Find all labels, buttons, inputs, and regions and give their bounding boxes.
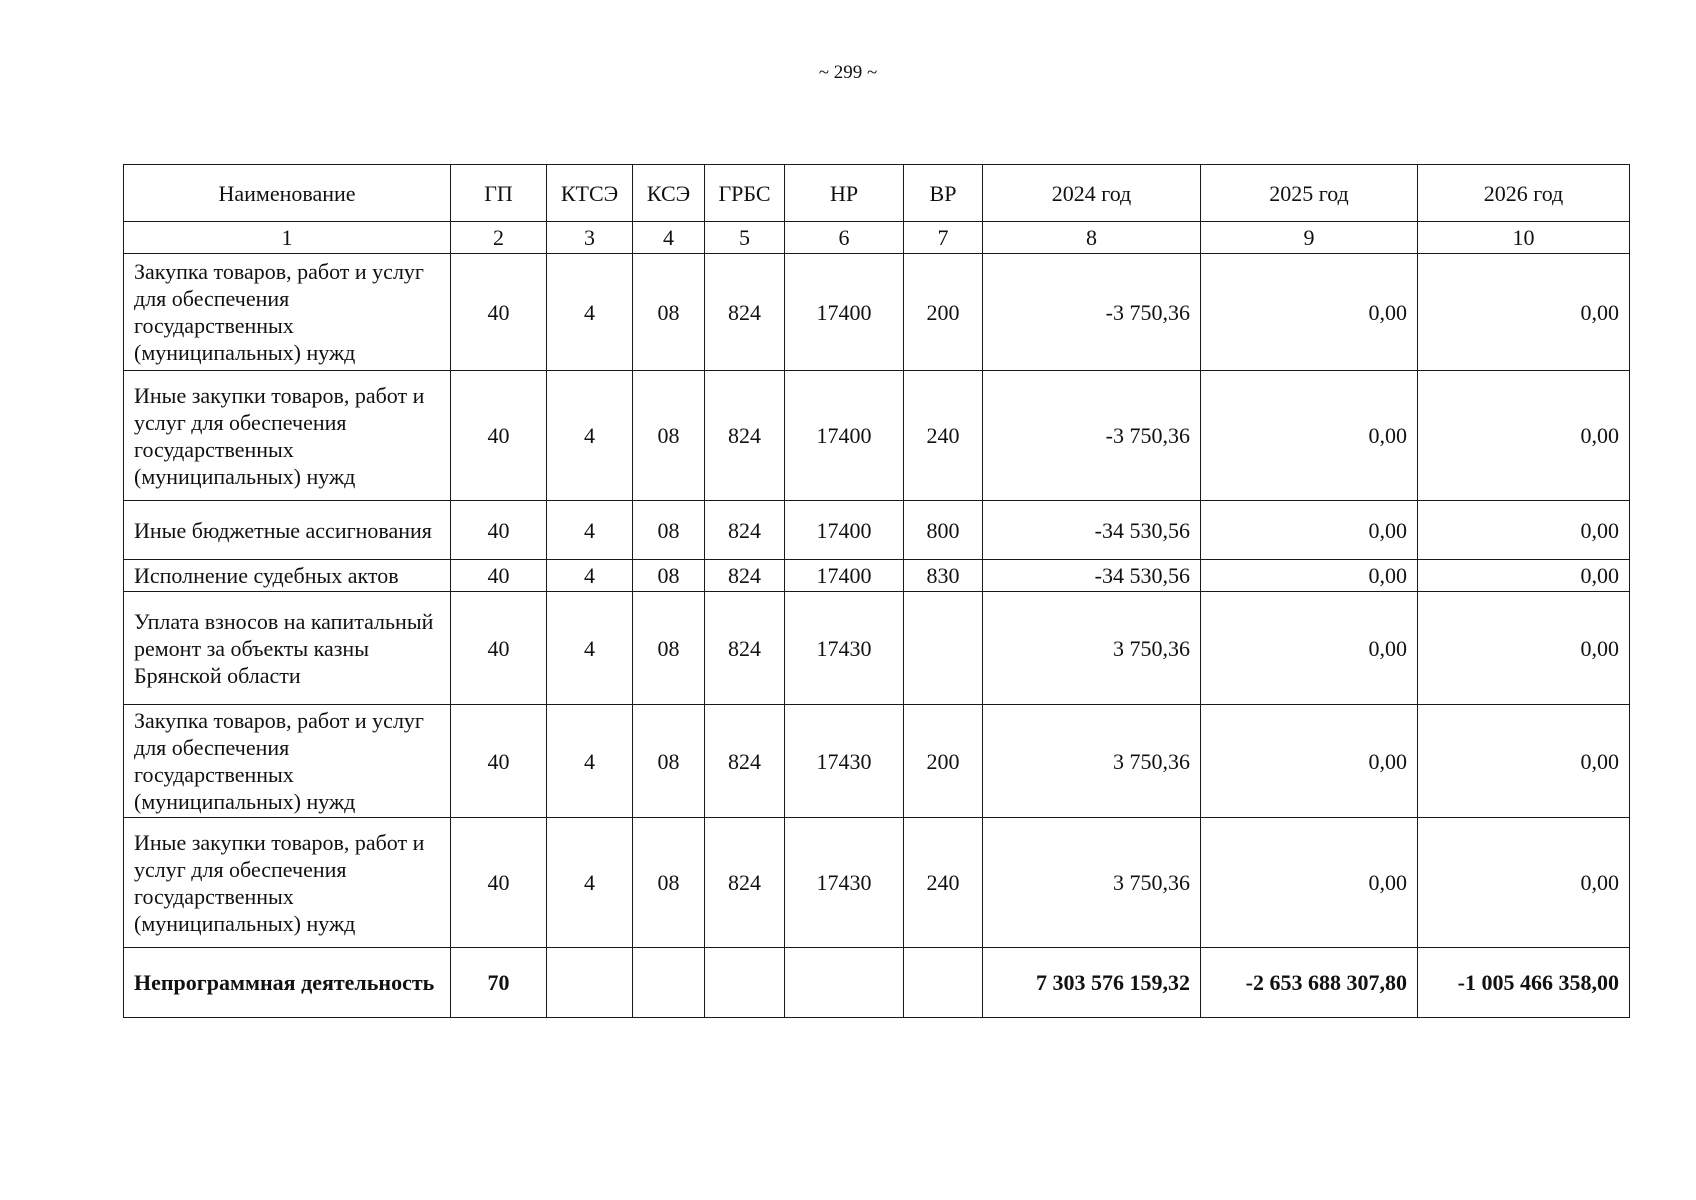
header-name: Наименование bbox=[124, 165, 451, 222]
table-row bbox=[124, 371, 1630, 501]
table-row-total bbox=[124, 948, 1630, 1018]
cell-2026: 0,00 bbox=[1418, 818, 1630, 948]
cell-ktse: 4 bbox=[547, 371, 633, 501]
cell-gp: 40 bbox=[451, 592, 547, 705]
cell-grbs bbox=[705, 948, 785, 1018]
cell-kse: 08 bbox=[633, 818, 705, 948]
row-name: Закупка товаров, работ и услуг для обеспечения государственных (муниципальных) нужд bbox=[124, 705, 451, 818]
row-name: Иные закупки товаров, работ и услуг для обеспечения государственных (муниципальных) нужд bbox=[124, 818, 451, 948]
column-number: 9 bbox=[1201, 222, 1418, 254]
cell-nr: 17430 bbox=[785, 818, 904, 948]
table-row bbox=[124, 560, 1630, 592]
column-number: 5 bbox=[705, 222, 785, 254]
cell-kse: 08 bbox=[633, 705, 705, 818]
cell-2024: 3 750,36 bbox=[983, 705, 1201, 818]
cell-2024: -3 750,36 bbox=[983, 371, 1201, 501]
header-2025: 2025 год bbox=[1201, 165, 1418, 222]
cell-2025: 0,00 bbox=[1201, 560, 1418, 592]
header-ktse: КТСЭ bbox=[547, 165, 633, 222]
cell-kse: 08 bbox=[633, 501, 705, 560]
cell-kse: 08 bbox=[633, 560, 705, 592]
cell-2024: -3 750,36 bbox=[983, 254, 1201, 371]
header-vr: ВР bbox=[904, 165, 983, 222]
cell-kse: 08 bbox=[633, 254, 705, 371]
cell-2025: 0,00 bbox=[1201, 501, 1418, 560]
cell-vr: 200 bbox=[904, 705, 983, 818]
cell-nr: 17430 bbox=[785, 705, 904, 818]
cell-2025: -2 653 688 307,80 bbox=[1201, 948, 1418, 1018]
table-row bbox=[124, 254, 1630, 371]
cell-vr: 830 bbox=[904, 560, 983, 592]
cell-2026: -1 005 466 358,00 bbox=[1418, 948, 1630, 1018]
table-row bbox=[124, 592, 1630, 705]
cell-vr: 240 bbox=[904, 818, 983, 948]
cell-kse bbox=[633, 948, 705, 1018]
column-number: 8 bbox=[983, 222, 1201, 254]
header-nr: НР bbox=[785, 165, 904, 222]
cell-gp: 70 bbox=[451, 948, 547, 1018]
cell-nr: 17400 bbox=[785, 371, 904, 501]
cell-grbs: 824 bbox=[705, 254, 785, 371]
page-number: ~ 299 ~ bbox=[818, 62, 878, 83]
cell-grbs: 824 bbox=[705, 560, 785, 592]
cell-ktse: 4 bbox=[547, 560, 633, 592]
cell-nr: 17400 bbox=[785, 254, 904, 371]
cell-grbs: 824 bbox=[705, 371, 785, 501]
header-grbs: ГРБС bbox=[705, 165, 785, 222]
row-name: Непрограммная деятельность bbox=[124, 948, 451, 1018]
header-2024: 2024 год bbox=[983, 165, 1201, 222]
cell-nr: 17400 bbox=[785, 560, 904, 592]
header-row bbox=[124, 165, 1630, 222]
cell-ktse: 4 bbox=[547, 254, 633, 371]
cell-2024: 3 750,36 bbox=[983, 818, 1201, 948]
row-name: Закупка товаров, работ и услуг для обеспечения государственных (муниципальных) нужд bbox=[124, 254, 451, 371]
table-row bbox=[124, 705, 1630, 818]
column-number: 1 bbox=[124, 222, 451, 254]
cell-2025: 0,00 bbox=[1201, 371, 1418, 501]
cell-vr: 240 bbox=[904, 371, 983, 501]
header-2026: 2026 год bbox=[1418, 165, 1630, 222]
column-number: 2 bbox=[451, 222, 547, 254]
cell-grbs: 824 bbox=[705, 705, 785, 818]
cell-gp: 40 bbox=[451, 705, 547, 818]
cell-2026: 0,00 bbox=[1418, 592, 1630, 705]
cell-grbs: 824 bbox=[705, 501, 785, 560]
cell-vr bbox=[904, 948, 983, 1018]
cell-ktse: 4 bbox=[547, 818, 633, 948]
cell-vr bbox=[904, 592, 983, 705]
table-row bbox=[124, 501, 1630, 560]
cell-gp: 40 bbox=[451, 371, 547, 501]
column-number: 7 bbox=[904, 222, 983, 254]
cell-gp: 40 bbox=[451, 501, 547, 560]
column-number-row bbox=[124, 222, 1630, 254]
column-number: 10 bbox=[1418, 222, 1630, 254]
row-name: Иные закупки товаров, работ и услуг для обеспечения государственных (муниципальных) нужд bbox=[124, 371, 451, 501]
cell-kse: 08 bbox=[633, 592, 705, 705]
column-number: 4 bbox=[633, 222, 705, 254]
cell-gp: 40 bbox=[451, 560, 547, 592]
cell-2026: 0,00 bbox=[1418, 705, 1630, 818]
cell-2024: 3 750,36 bbox=[983, 592, 1201, 705]
cell-vr: 800 bbox=[904, 501, 983, 560]
cell-2025: 0,00 bbox=[1201, 592, 1418, 705]
cell-2026: 0,00 bbox=[1418, 501, 1630, 560]
header-kse: КСЭ bbox=[633, 165, 705, 222]
cell-vr: 200 bbox=[904, 254, 983, 371]
cell-2026: 0,00 bbox=[1418, 254, 1630, 371]
header-gp: ГП bbox=[451, 165, 547, 222]
cell-ktse: 4 bbox=[547, 501, 633, 560]
cell-2025: 0,00 bbox=[1201, 818, 1418, 948]
cell-2024: -34 530,56 bbox=[983, 501, 1201, 560]
cell-gp: 40 bbox=[451, 818, 547, 948]
cell-2024: 7 303 576 159,32 bbox=[983, 948, 1201, 1018]
cell-ktse bbox=[547, 948, 633, 1018]
cell-2025: 0,00 bbox=[1201, 254, 1418, 371]
column-number: 6 bbox=[785, 222, 904, 254]
row-name: Исполнение судебных актов bbox=[124, 560, 451, 592]
cell-grbs: 824 bbox=[705, 818, 785, 948]
cell-ktse: 4 bbox=[547, 592, 633, 705]
cell-grbs: 824 bbox=[705, 592, 785, 705]
cell-ktse: 4 bbox=[547, 705, 633, 818]
cell-2024: -34 530,56 bbox=[983, 560, 1201, 592]
cell-nr: 17400 bbox=[785, 501, 904, 560]
budget-table bbox=[123, 164, 1630, 1018]
cell-gp: 40 bbox=[451, 254, 547, 371]
column-number: 3 bbox=[547, 222, 633, 254]
cell-nr: 17430 bbox=[785, 592, 904, 705]
cell-kse: 08 bbox=[633, 371, 705, 501]
cell-2026: 0,00 bbox=[1418, 560, 1630, 592]
cell-nr bbox=[785, 948, 904, 1018]
table-row bbox=[124, 818, 1630, 948]
cell-2026: 0,00 bbox=[1418, 371, 1630, 501]
cell-2025: 0,00 bbox=[1201, 705, 1418, 818]
row-name: Уплата взносов на капитальный ремонт за объекты казны Брянской области bbox=[124, 592, 451, 705]
row-name: Иные бюджетные ассигнования bbox=[124, 501, 451, 560]
